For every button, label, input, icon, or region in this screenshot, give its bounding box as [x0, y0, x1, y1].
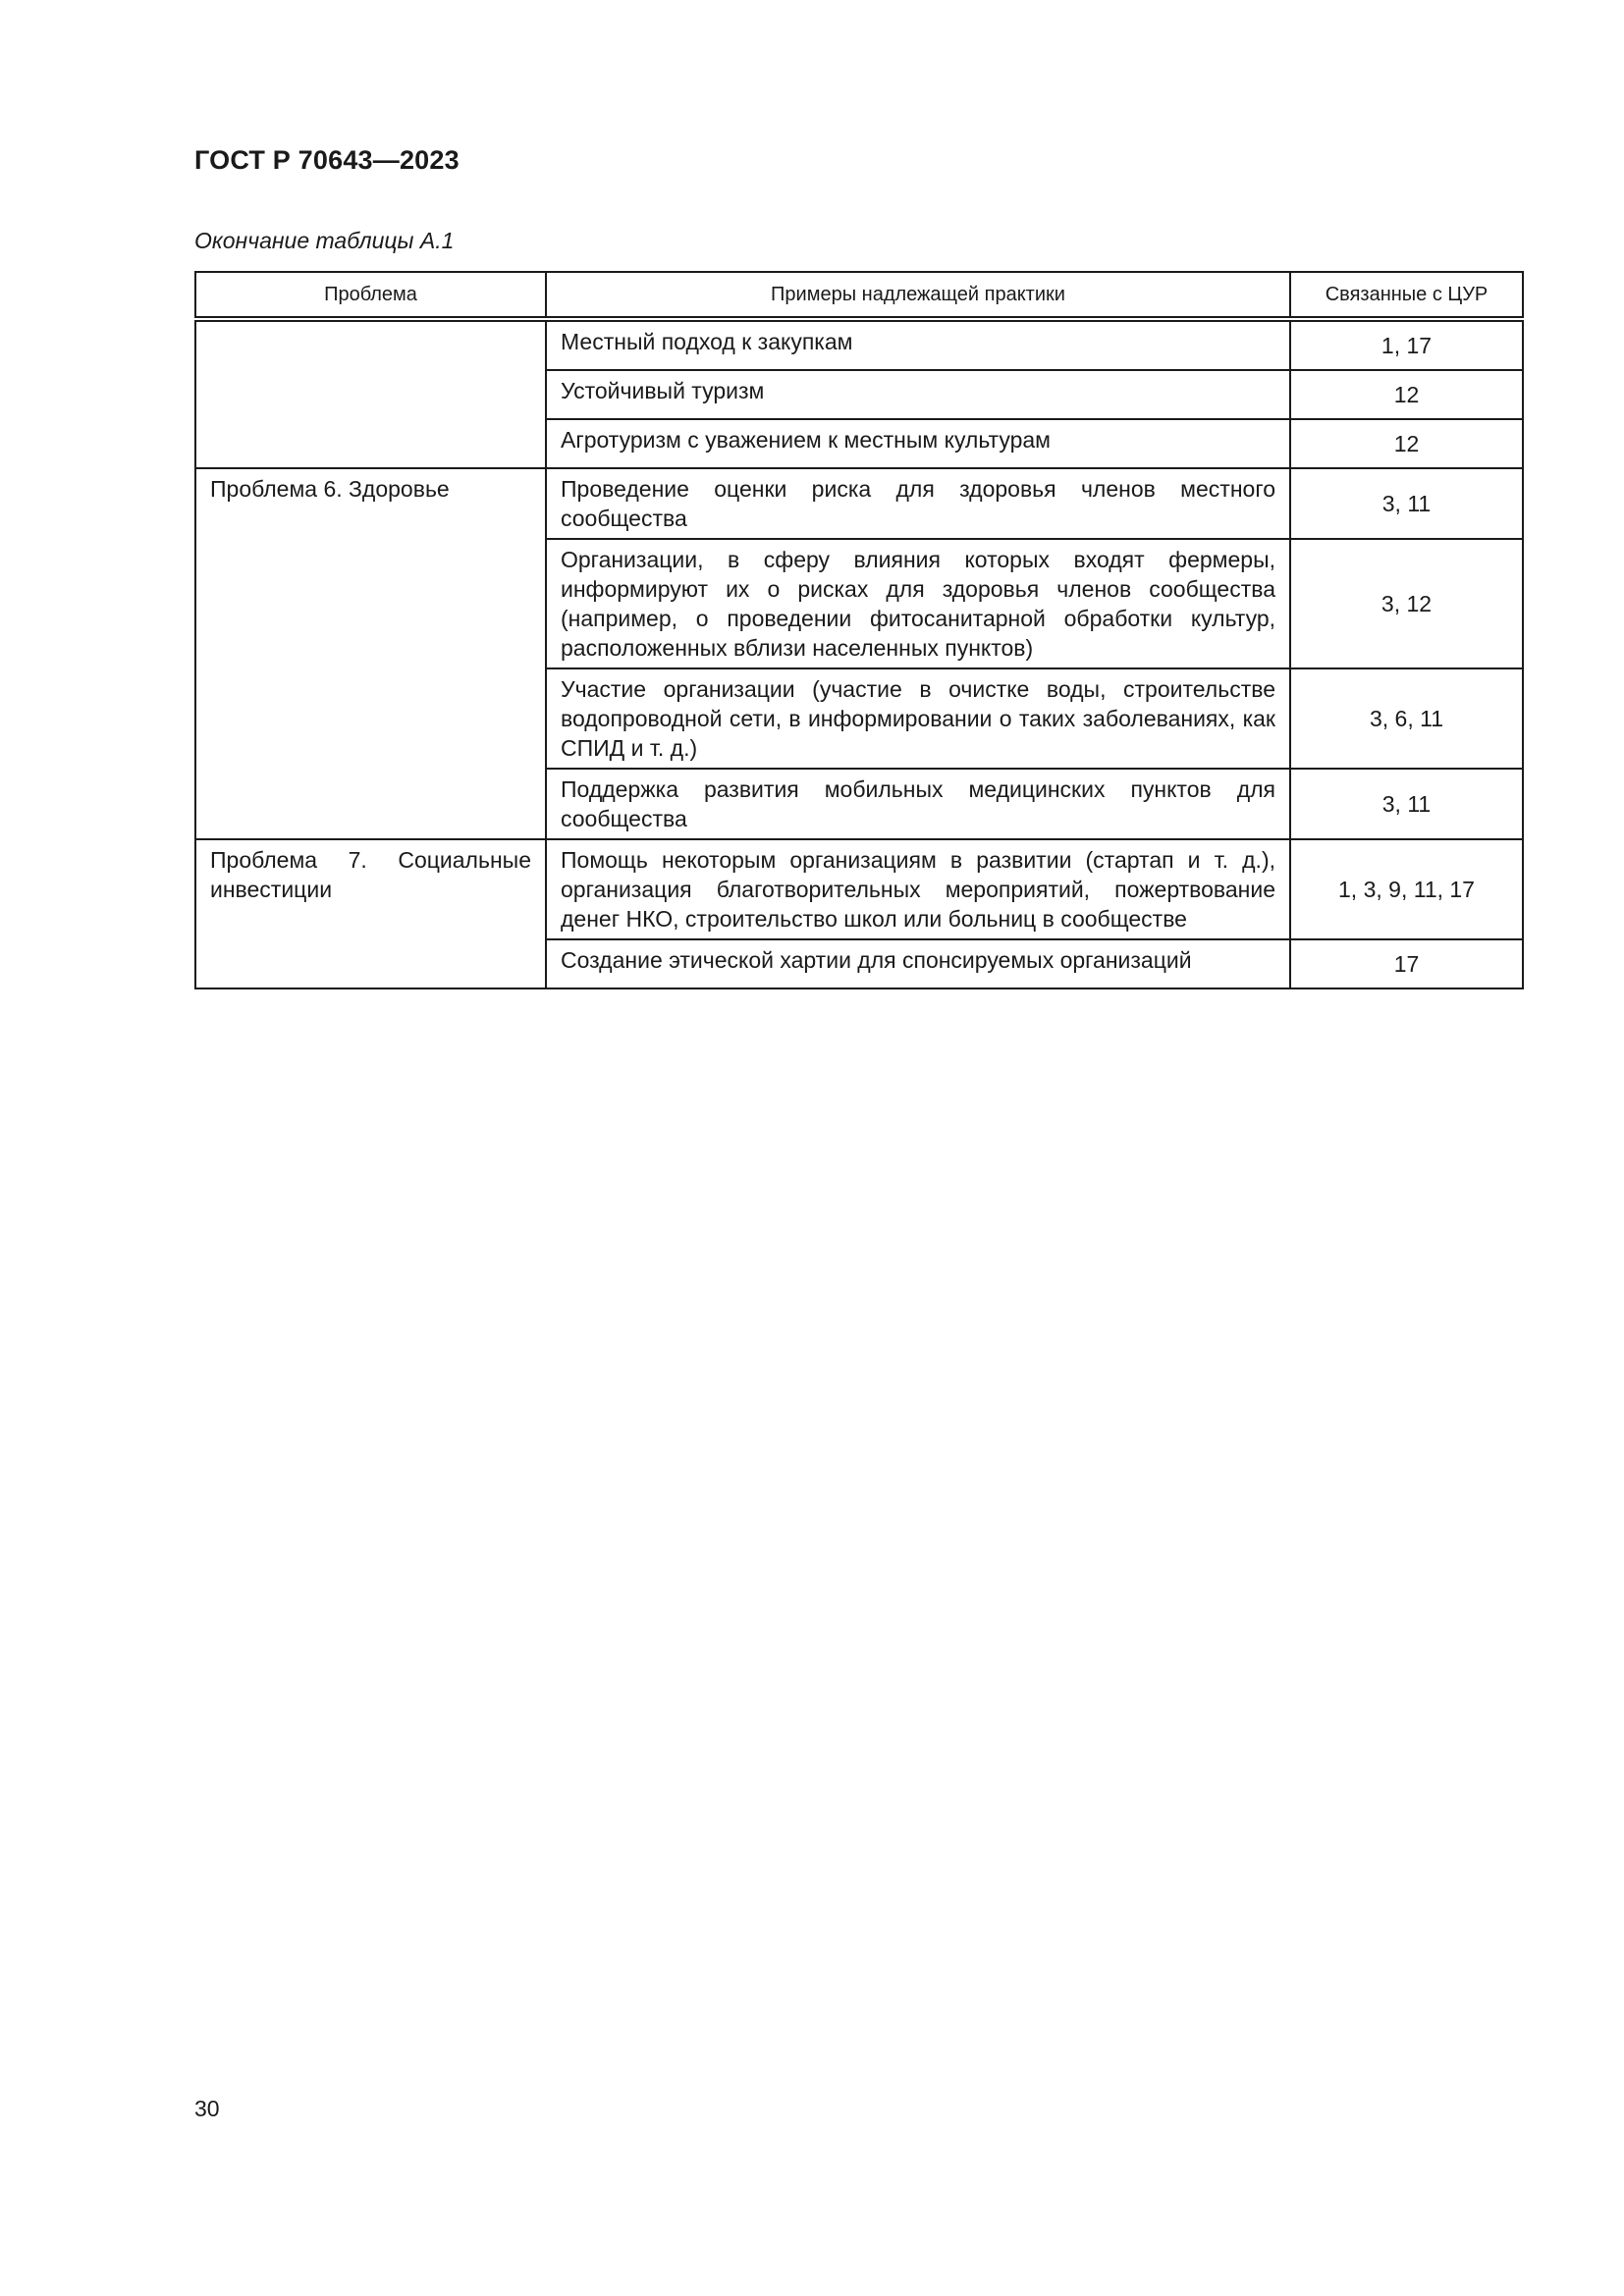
sdg-cell: 12: [1290, 370, 1523, 419]
practice-cell: Создание этической хартии для спонсируемых организаций: [546, 939, 1290, 988]
practices-table: [194, 271, 1524, 989]
column-header-sdg: Связанные с ЦУР: [1290, 272, 1523, 319]
sdg-cell: 1, 3, 9, 11, 17: [1290, 839, 1523, 939]
problem-cell: [195, 319, 546, 468]
problem-cell: Проблема 6. Здоровье: [195, 468, 546, 839]
sdg-cell: 3, 11: [1290, 769, 1523, 839]
practice-cell: Помощь некоторым организациям в развитии (стартап и т. д.), организация благотворительных мероприятий, пожертвование денег НКО, строительство школ или больниц в сообществе: [546, 839, 1290, 939]
document-header: ГОСТ Р 70643—2023: [194, 145, 460, 175]
page-number: 30: [194, 2096, 220, 2121]
column-header-practice: Примеры надлежащей практики: [546, 272, 1290, 319]
practice-cell: Устойчивый туризм: [546, 370, 1290, 419]
practice-cell: Местный подход к закупкам: [546, 319, 1290, 370]
table-header-row: [195, 272, 1523, 319]
sdg-cell: 12: [1290, 419, 1523, 468]
practice-cell: Проведение оценки риска для здоровья членов местного сообщества: [546, 468, 1290, 539]
sdg-cell: 1, 17: [1290, 319, 1523, 370]
practice-cell: Организации, в сферу влияния которых входят фермеры, информируют их о рисках для здоровья членов сообщества (например, о проведении фитосанитарной обработки культур, расположенных вблизи населенных пунктов): [546, 539, 1290, 668]
problem-cell: Проблема 7. Социальные инвестиции: [195, 839, 546, 988]
practice-cell: Участие организации (участие в очистке воды, строительстве водопроводной сети, в информировании о таких заболеваниях, как СПИД и т. д.): [546, 668, 1290, 769]
table-caption: Окончание таблицы А.1: [194, 228, 455, 253]
sdg-cell: 17: [1290, 939, 1523, 988]
sdg-cell: 3, 12: [1290, 539, 1523, 668]
sdg-cell: 3, 6, 11: [1290, 668, 1523, 769]
table-row: [195, 839, 1523, 939]
table-row: [195, 319, 1523, 370]
practice-cell: Поддержка развития мобильных медицинских пунктов для сообщества: [546, 769, 1290, 839]
practice-cell: Агротуризм с уважением к местным культурам: [546, 419, 1290, 468]
column-header-problem: Проблема: [195, 272, 546, 319]
sdg-cell: 3, 11: [1290, 468, 1523, 539]
table-row: [195, 468, 1523, 539]
